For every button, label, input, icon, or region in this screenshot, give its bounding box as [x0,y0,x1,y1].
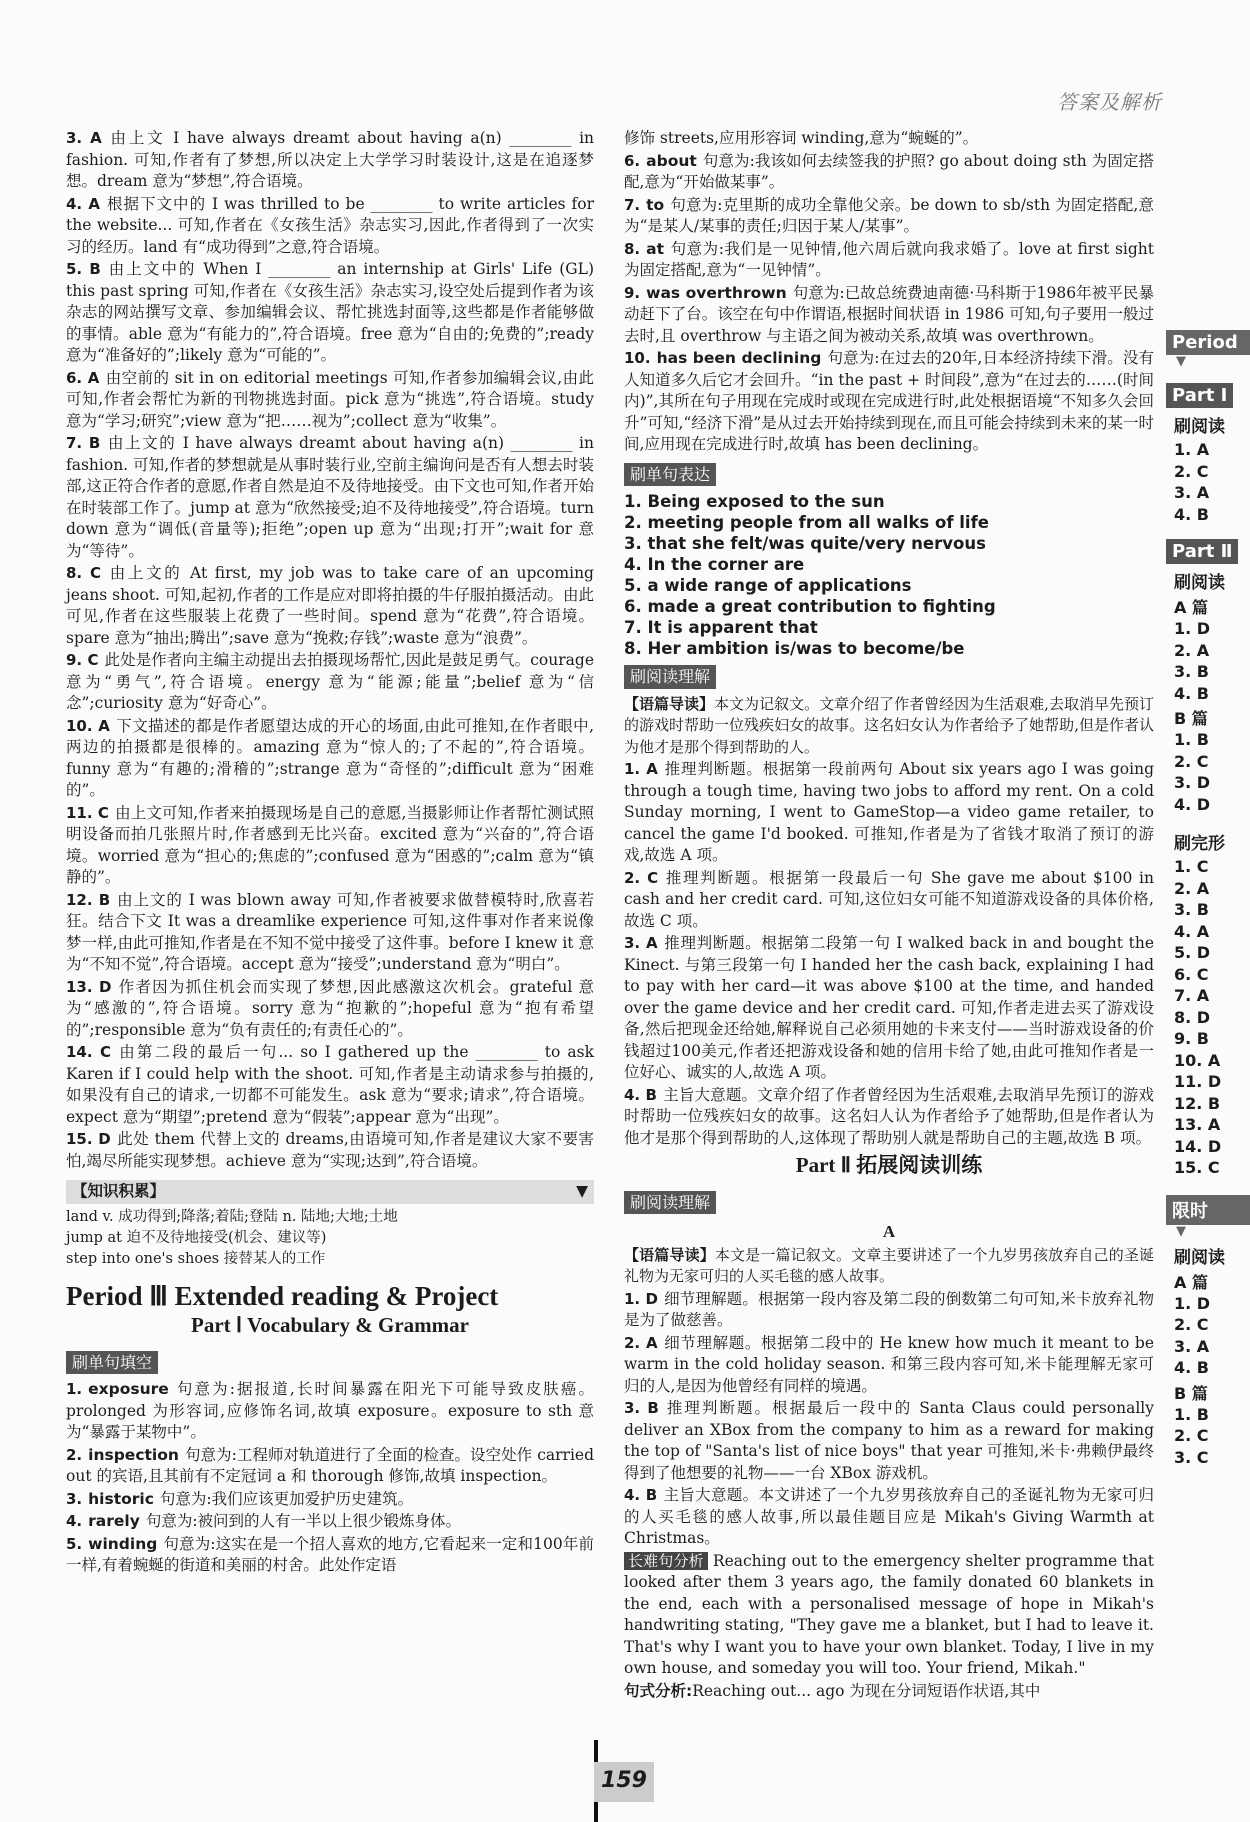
answer-number: 2. A [624,1333,658,1352]
reading2-answers [624,1289,1154,1550]
sidebar-answer: 2. C [1174,1426,1209,1445]
sidebar-answer: 1. D [1174,1293,1211,1313]
answer-entry [66,1489,594,1511]
sentence-answer: 7. It is apparent that [624,618,818,637]
sidebar-answer: 1. B [1174,1404,1209,1424]
sidebar-period: Period [1166,330,1250,355]
answer-word: inspection [88,1445,179,1464]
answer-word: to [646,195,665,214]
answer-explanation: 句意为:已故总统费迪南德·马科斯于1986年被平民暴动赶下了台。该空在句中作谓语,根据时间状语 in 1986 可知,句子要用一般过去时,且 overthrow 与主语之间为被动关系,故填 was overthrown。 [624,283,1154,345]
sidebar-answer: 1. B [1174,730,1209,749]
answer-number: 3. A [66,129,102,147]
knowledge-header[interactable] [66,1180,594,1204]
sentence-answer: 2. meeting people from all walks of life [624,513,989,532]
knowledge-list [66,1207,594,1270]
sidebar-answer: 12. B [1174,1093,1221,1113]
answer-number: 15. D [66,1130,111,1148]
answer-entry [66,194,594,259]
answer-explanation: 句意为:我该如何去续签我的护照? go about doing sth 为固定搭配,意为“开始做某事”。 [624,151,1154,191]
sidebar-read1-list [1166,439,1250,525]
cloze-answers [66,128,594,1172]
sidebar-b2-label: B 篇 [1174,1383,1208,1403]
sidebar-a-label: A 篇 [1174,598,1208,617]
sidebar-a2-list [1166,1293,1250,1379]
answer-number: 4. B [624,1085,657,1104]
fill-answers-cont [624,151,1154,456]
answer-number: 11. C [66,803,109,822]
answer-entry [66,563,594,649]
answer-entry [624,759,1154,867]
sidebar-answer: 2. C [1174,461,1209,481]
fill-continuation: 修饰 streets,应用形容词 winding,意为“蜿蜒的”。 [624,129,979,147]
sidebar-answer: 6. C [1174,964,1209,984]
section-a-label: A [882,1222,896,1241]
analysis-text: Reaching out... ago 为现在分词短语作状语,其中 [692,1681,1041,1700]
answer-number: 6. [624,151,641,170]
sidebar-cloze: 刷完形 [1174,834,1225,854]
guide2-text: 本文是一篇记叙文。文章主要讲述了一个九岁男孩放弃自己的圣诞礼物为无家可归的人买毛毯的感人故事。 [624,1245,1154,1285]
answer-explanation: 主旨大意题。文章介绍了作者曾经因为生活艰难,去取消早先预订的游戏时帮助一位残疾妇女的故事。这名妇人认为作者给予了她帮助,但是作者认为他才是那个得到帮助的人,这体现了帮助别人就是帮助自己的主题,故选 B 项。 [624,1085,1154,1147]
answer-explanation: 句意为:据报道,长时间暴露在阳光下可能导致皮肤癌。prolonged 为形容词,应修饰名词,故填 exposure。exposure to sth 意为“暴露于某物中”。 [66,1380,594,1441]
analysis-label: 句式分析: [624,1681,693,1700]
answer-entry [624,1333,1154,1398]
sidebar-answer: 2. A [1174,640,1210,660]
sidebar-cloze-list [1166,856,1250,1179]
answer-entry [624,1289,1154,1332]
reading-tag: 刷阅读理解 [624,665,716,689]
knowledge-line: step into one's shoes 接替某人的工作 [66,1250,326,1267]
answer-entry [66,1042,594,1128]
answer-entry [66,803,594,889]
sidebar-answer: 10. A [1174,1050,1221,1070]
answer-entry [66,1511,594,1533]
long-text: Reaching out to the emergency shelter programme that looked after them 3 years ago, the family donated 60 blankets in the end, each with a personalised message of hope in Mikah's handwriting stating, "They gave me a blanket, but I had to leave it. That's why I want you to have your own blanket. Today, I live in my own house, and someday you will too. Your friend, Mikah." [624,1551,1154,1677]
answer-explanation: 由上文的 I have always dreamt about having a(n) ________ in fashion. 可知,作者的梦想就是从事时装行业,空前主编询问是否有人想去时装部,这正符合作者的意愿,作者自然是迫不及待地接受。由下文也可知,作者开始在时装部工作了。jump at 意为“欣然接受;迫不及待地接受”,符合语境。turn down 意为“调低(音量等);拒绝”;open up 意为“出现;打开”;wait for 意为“等待”。 [66,434,594,560]
answer-number: 5. [66,1534,83,1553]
sidebar-a-list [1166,618,1250,704]
answer-entry [624,933,1154,1084]
sidebar-a2-label: A 篇 [1174,1272,1208,1292]
answer-number: 4. A [66,194,100,213]
sidebar-part1: Part Ⅰ [1166,383,1233,408]
answer-explanation: 由上文的 I was blown away 可知,作者被要求做替模特时,欣喜若狂。结合下文 It was a dreamlike experience 可知,这件事对作者来说像梦一样,由此可推知,作者是在不知不觉中接受了这件事。before I knew it 意为“不知不觉”,符合语境。accept 意为“接受”;understand 意为“明白”。 [66,890,594,973]
answer-number: 1. [66,1380,83,1398]
sidebar-answer: 7. A [1174,986,1210,1005]
answer-entry [624,195,1154,238]
sidebar-answer: 2. C [1174,1315,1209,1334]
sentence-tag: 刷单句表达 [624,463,716,487]
sidebar-answer: 4. B [1174,1358,1209,1377]
sentence-answer: 4. In the corner are [624,555,805,574]
answer-entry [66,259,594,367]
period-title: Period Ⅲ Extended reading & Project [66,1280,499,1311]
answer-explanation: 下文描述的都是作者愿望达成的开心的场面,由此可推知,在作者眼中,两边的拍摄都是很棒的。amazing 意为“惊人的;了不起的”,符合语境。funny 意为“有趣的;滑稽的”;strange 意为“奇怪的”;difficult 意为“困难的”。 [66,716,594,799]
answer-entry [66,1379,594,1444]
guide2-label: 【语篇导读】 [624,1245,715,1264]
answer-number: 4. B [624,1486,658,1504]
sidebar-answer: 14. D [1174,1136,1222,1156]
sidebar-answer: 1. D [1174,619,1211,638]
answer-word: rarely [88,1512,140,1530]
sidebar-answer: 13. A [1174,1115,1221,1134]
answer-explanation: 由上文 I have always dreamt about having a(n) ________ in fashion. 可知,作者有了梦想,所以决定上大学学习时装设计,这是在追逐梦想。dream 意为“梦想”,符合语境。 [66,129,595,190]
sidebar-answer: 5. D [1174,943,1211,962]
left-column [66,128,594,1578]
answer-entry [66,368,594,433]
answer-entry [66,977,594,1042]
answer-explanation: 主旨大意题。本文讲述了一个九岁男孩放弃自己的圣诞礼物为无家可归的人买毛毯的感人故事,所以最佳题目应是 Mikah's Giving Warmth at Christmas。 [624,1486,1154,1547]
sidebar-answer: 8. D [1174,1007,1211,1027]
answer-sidebar [1166,330,1250,1468]
sentence-answer: 6. made a great contribution to fighting [624,597,996,616]
sidebar-part2: Part Ⅱ [1166,539,1238,564]
sentence-answer: 5. a wide range of applications [624,576,912,595]
answer-entry [624,151,1154,194]
answer-number: 13. D [66,977,112,996]
sidebar-answer: 4. B [1174,683,1209,703]
answer-explanation: 由上文的 At first, my job was to take care of an upcoming jeans shoot. 可知,起初,作者的工作是应对即将拍摄的牛仔服拍摄活动。由此可见,作者在这些服装上花费了一些时间。spend 意为“花费”,符合语境。spare 意为“抽出;腾出”;save 意为“挽救;存钱”;waste 意为“浪费”。 [66,564,594,647]
answer-number: 8. [624,239,641,258]
sidebar-answer: 1. A [1174,440,1210,459]
sidebar-answer: 11. D [1174,1072,1222,1091]
answer-entry [66,128,594,193]
reading-answers [624,759,1154,1149]
sidebar-answer: 4. D [1174,794,1211,814]
sidebar-answer: 2. C [1174,751,1209,771]
fill-answers [66,1379,594,1577]
answer-number: 10. A [66,716,110,735]
answer-entry [66,1445,594,1488]
sidebar-read2: 刷阅读 [1174,573,1225,593]
answer-number: 1. A [624,760,658,778]
sidebar-answer: 3. A [1174,1336,1210,1356]
guide [624,694,1154,759]
answer-explanation: 句意为:在过去的20年,日本经济持续下滑。没有人知道多久后它才会回升。“in the past + 时间段”,意为“在过去的……(时间内)”,其所在句子用现在完成时或现在完成进行时,此处根据语境“不知多久会回升”可知,“经济下滑”是从过去开始持续到现在,而且可能会持续到未来的某一时间,应用现在完成进行时,故填 has been declining。 [624,349,1154,453]
answer-word: at [646,239,665,258]
answer-entry [66,1534,594,1577]
answer-explanation: 此处 them 代替上文的 dreams,由语境可知,作者是建议大家不要害怕,竭尽所能实现梦想。achieve 意为“实现;达到”,符合语境。 [66,1130,594,1170]
knowledge-line: jump at 迫不及待地接受(机会、建议等) [66,1229,327,1246]
answer-entry [624,283,1154,348]
answer-number: 3. [66,1489,83,1508]
answer-explanation: 此处是作者向主编主动提出去拍摄现场帮忙,因此是鼓足勇气。courage 意为“勇气”,符合语境。energy 意为“能源;能量”;belief 意为“信念”;curiosity 意为“好奇心”。 [66,651,594,712]
triangle-down-icon: ▼ [1176,1223,1186,1239]
answer-explanation: 句意为:我们应该更加爱护历史建筑。 [159,1489,414,1508]
answer-explanation: 由上文中的 When I ________ an internship at Girls' Life (GL) this past spring 可知,作者在《女孩生活》杂志实习,设空处后提到作者为该杂志的网站撰写文章、参加编辑会议、帮忙挑选封面等,这些都是作者能够做的事情。able 意为“有能力的”,符合语境。free 意为“自由的;免费的”;ready 意为“准备好的”;likely 意为“可能的”。 [66,260,594,364]
triangle-down-icon: ▼ [1176,354,1186,369]
guide2 [624,1245,1154,1288]
answer-number: 7. B [66,434,101,452]
answer-number: 14. C [66,1043,111,1061]
guide-text: 本文为记叙文。文章介绍了作者曾经因为生活艰难,去取消早先预订的游戏时帮助一位残疾妇女的故事。这名妇女认为作者给予了她帮助,但是作者认为他才是那个得到帮助的人。 [624,694,1154,756]
part1-title: Part Ⅰ Vocabulary & Grammar [191,1313,469,1337]
sidebar-answer: 9. B [1174,1029,1209,1048]
sidebar-answer: 2. A [1174,878,1210,898]
sidebar-timed: 限时 [1166,1195,1250,1225]
answer-number: 2. C [624,868,659,887]
answer-number: 6. A [66,368,100,387]
middle-column [624,128,1154,1703]
sidebar-answer: 15. C [1174,1158,1220,1177]
answer-entry [66,716,594,802]
knowledge-title: 【知识积累】 [72,1182,166,1200]
sidebar-b-list [1166,729,1250,815]
chevron-down-icon: ▼ [576,1182,588,1200]
answer-word: winding [88,1534,158,1553]
answer-entry [624,1398,1154,1484]
answer-word: has been declining [656,349,822,367]
answer-explanation: 细节理解题。根据第二段中的 He knew how much it meant to be warm in the cold holiday season. 和第三段内容可知,米卡能理解无家可归的人,是因为他曾经有同样的境遇。 [624,1333,1155,1395]
page-number: 159 [594,1762,654,1802]
answer-number: 12. B [66,890,111,909]
sidebar-read1: 刷阅读 [1174,417,1225,437]
answer-entry [624,868,1154,933]
answer-number: 9. C [66,651,99,669]
answer-explanation: 推理判断题。根据最后一段中的 Santa Claus could personally deliver an XBox from the company to him as a reward for making the top of "Santa's list of nice boys" that year 可推知,米卡·弗赖伊最终得到了他想要的礼物——一台 XBox 游戏机。 [624,1399,1154,1482]
answer-explanation: 推理判断题。根据第二段第一句 I walked back in and bought the Kinect. 与第三段第一句 I handed her the cash back, explaining I had to pay with her card—it was above $100 at the time, and handed over the game device and her credit card. 可知,作者走进去买了游戏设备,然后把现金还给她,解释说自己必须用她的卡来支付——当时游戏设备的价钱超过100美元,作者还把游戏设备和她的信用卡给了她,由此可推知作者是一位好心、诚实的人,故选 A 项。 [624,934,1154,1081]
reading2-tag: 刷阅读理解 [624,1191,716,1215]
answer-entry [624,239,1154,282]
answer-explanation: 由第二段的最后一句... so I gathered up the ________ to ask Karen if I could help with the shoot. 可知,作者是主动请求参与拍摄的,如果没有自己的请求,一切都不可能发生。ask 意为“要求;请求”,符合语境。expect 意为“期望”;pretend 意为“假装”;appear 意为“出现”。 [66,1043,594,1126]
guide-label: 【语篇导读】 [624,694,715,713]
answer-explanation: 由上文可知,作者来拍摄现场是自己的意愿,当摄影师让作者帮忙测试照明设备而拍几张照片时,作者感到无比兴奋。excited 意为“兴奋的”,符合语境。worried 意为“担心的;焦虑的”;confused 意为“困惑的”;calm 意为“镇静的”。 [66,803,594,886]
answer-number: 4. [66,1512,83,1530]
sidebar-answer: 1. C [1174,857,1209,876]
answer-explanation: 句意为:被问到的人有一半以上很少锻炼身体。 [145,1512,462,1530]
sidebar-answer: 3. A [1174,483,1210,502]
answer-entry [66,890,594,976]
sidebar-answer: 3. D [1174,773,1211,792]
knowledge-line: land v. 成功得到;降落;着陆;登陆 n. 陆地;大地;土地 [66,1208,398,1225]
answer-number: 1. D [624,1289,658,1308]
sidebar-b2-list [1166,1404,1250,1469]
answer-explanation: 句意为:这实在是一个招人喜欢的地方,它看起来一定和100年前一样,有着蜿蜒的街道和美丽的村舍。此处作定语 [66,1534,594,1574]
answer-entry [624,348,1154,456]
answer-entry [66,1129,594,1172]
answer-word: about [646,151,697,170]
sidebar-answer: 4. A [1174,921,1210,941]
part2-title: Part Ⅱ 拓展阅读训练 [795,1153,983,1177]
answer-explanation: 细节理解题。根据第一段内容及第二段的倒数第二句可知,米卡放弃礼物是为了做慈善。 [624,1289,1154,1329]
sidebar-read3: 刷阅读 [1174,1247,1225,1268]
answer-number: 3. B [624,1399,659,1417]
sidebar-answer: 3. B [1174,900,1209,919]
sentence-answer: 8. Her ambition is/was to become/be [624,639,965,658]
answer-explanation: 作者因为抓住机会而实现了梦想,因此感激这次机会。grateful 意为“感激的”,符合语境。sorry 意为“抱歉的”;hopeful 意为“抱有希望的”;responsible 意为“负有责任的;有责任心的”。 [66,977,594,1039]
sidebar-answer: 3. B [1174,662,1209,681]
sentence-answer: 3. that she felt/was quite/very nervous [624,534,986,553]
long-sentence [624,1551,1154,1680]
answer-explanation: 句意为:我们是一见钟情,他六周后就向我求婚了。love at first sight 为固定搭配,意为“一见钟情”。 [624,239,1154,279]
answer-word: was overthrown [646,283,787,302]
long-tag: 长难句分析 [624,1552,708,1570]
answer-number: 10. [624,349,651,367]
answer-explanation: 由空前的 sit in on editorial meetings 可知,作者参加编辑会议,由此可知,作者会帮忙为新的刊物挑选封面。pick 意为“挑选”,符合语境。study 意为“学习;研究”;view 意为“把……视为”;collect 意为“收集”。 [66,368,594,430]
answer-number: 5. B [66,260,101,278]
answer-explanation: 句意为:工程师对轨道进行了全面的检查。设空处作 carried out 的宾语,且其前有不定冠词 a 和 thorough 修饰,故填 inspection。 [66,1445,594,1485]
answer-number: 2. [66,1445,83,1464]
sentence-analysis [624,1681,1154,1703]
answer-word: historic [88,1489,154,1508]
answer-explanation: 句意为:克里斯的成功全靠他父亲。be down to sb/sth 为固定搭配,意为“是某人/某事的责任;归因于某人/某事”。 [624,195,1154,235]
sidebar-b-label: B 篇 [1174,709,1208,728]
sentence-answers [624,491,1154,659]
answer-number: 3. A [624,934,658,952]
answer-entry [624,1085,1154,1150]
sidebar-answer: 3. C [1174,1447,1209,1467]
answer-word: exposure [88,1380,169,1398]
answer-number: 7. [624,195,641,214]
answer-entry [624,1485,1154,1550]
answer-explanation: 根据下文中的 I was thrilled to be ________ to write articles for the website... 可知,作者在《女孩生活》杂志实习,因此,作者得到了一次实习的经历。land 有“成功得到”之意,符合语境。 [66,194,594,256]
answer-number: 8. C [66,564,102,582]
fill-tag: 刷单句填空 [66,1351,158,1375]
answer-entry [66,433,594,562]
answer-explanation: 推理判断题。根据第一段最后一句 She gave me about $100 in cash and her credit card. 可知,这位妇女可能不知道游戏设备的具体价格,故选 C 项。 [624,868,1154,930]
answer-explanation: 推理判断题。根据第一段前两句 About six years ago I was going through a tough time, having two jobs to afford my rent. On a cold Sunday morning, I went to GameStop—a video game retailer, to cancel the game I'd booked. 可推知,作者是为了省钱才取消了预订的游戏,故选 A 项。 [624,760,1154,864]
sidebar-answer: 4. B [1174,504,1209,524]
page-section-label: 答案及解析 [1057,90,1162,114]
answer-entry [66,650,594,715]
sentence-answer: 1. Being exposed to the sun [624,492,885,511]
answer-number: 9. [624,283,641,302]
